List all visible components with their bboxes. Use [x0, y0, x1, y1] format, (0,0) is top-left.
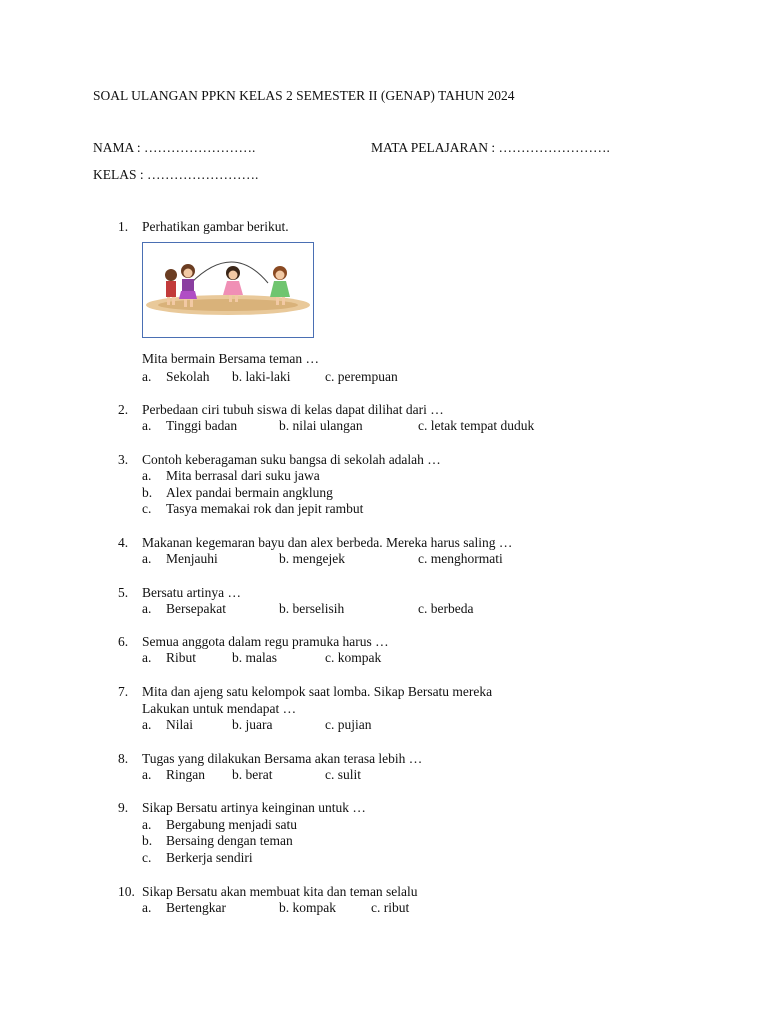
- question-number: 5.: [118, 585, 129, 600]
- option-letter: b.: [142, 485, 153, 500]
- question-number: 10.: [118, 884, 135, 899]
- question-text: Sikap Bersatu akan membuat kita dan teman selalu: [142, 884, 418, 899]
- option-letter: a.: [142, 900, 152, 915]
- option-letter: a.: [142, 551, 152, 566]
- question-text: Sikap Bersatu artinya keinginan untuk …: [142, 800, 366, 815]
- children-jumping-rope-illustration: [142, 242, 314, 338]
- question-number: 2.: [118, 402, 129, 417]
- option-text: c. letak tempat duduk: [418, 418, 535, 433]
- option-letter: a.: [142, 767, 152, 782]
- question-text: Bersatu artinya …: [142, 585, 241, 600]
- question-text: Mita bermain Bersama teman …: [142, 351, 319, 366]
- question-text: Perhatikan gambar berikut.: [142, 219, 289, 234]
- option-text: b. kompak: [279, 900, 336, 915]
- option-letter: a.: [142, 601, 152, 616]
- option-text: b. juara: [232, 717, 273, 732]
- page-title: SOAL ULANGAN PPKN KELAS 2 SEMESTER II (GENAP) TAHUN 2024: [93, 88, 515, 103]
- option-text: b. berat: [232, 767, 273, 782]
- question-number: 8.: [118, 751, 129, 766]
- question-number: 7.: [118, 684, 129, 699]
- subject-field: MATA PELAJARAN : …………………….: [371, 140, 610, 155]
- option-text: Tinggi badan: [166, 418, 238, 433]
- question-number: 9.: [118, 800, 129, 815]
- question-number: 6.: [118, 634, 129, 649]
- option-text: Ringan: [166, 767, 205, 782]
- option-text: Bergabung menjadi satu: [166, 817, 297, 832]
- option-letter: a.: [142, 817, 152, 832]
- option-text: Menjauhi: [166, 551, 218, 566]
- option-text: b. nilai ulangan: [279, 418, 363, 433]
- option-letter: c.: [142, 850, 152, 865]
- option-text: c. perempuan: [325, 369, 398, 384]
- option-text: c. berbeda: [418, 601, 474, 616]
- question-text: Lakukan untuk mendapat …: [142, 701, 297, 716]
- option-text: b. malas: [232, 650, 277, 665]
- option-text: Nilai: [166, 717, 193, 732]
- question-number: 3.: [118, 452, 129, 467]
- question-text: Semua anggota dalam regu pramuka harus …: [142, 634, 389, 649]
- option-text: b. berselisih: [279, 601, 345, 616]
- question-text: Mita dan ajeng satu kelompok saat lomba. Sikap Bersatu mereka: [142, 684, 493, 699]
- class-field: KELAS : …………………….: [93, 167, 259, 182]
- option-text: Ribut: [166, 650, 197, 665]
- question-number: 1.: [118, 219, 129, 234]
- question-text: Makanan kegemaran bayu dan alex berbeda. Mereka harus saling …: [142, 535, 513, 550]
- name-field: NAMA : …………………….: [93, 140, 256, 155]
- option-text: Sekolah: [166, 369, 210, 384]
- option-text: Tasya memakai rok dan jepit rambut: [166, 501, 364, 516]
- option-letter: b.: [142, 833, 153, 848]
- question-text: Tugas yang dilakukan Bersama akan terasa lebih …: [142, 751, 423, 766]
- option-text: b. laki-laki: [232, 369, 291, 384]
- option-letter: a.: [142, 369, 152, 384]
- question-text: Perbedaan ciri tubuh siswa di kelas dapat dilihat dari …: [142, 402, 444, 417]
- option-text: c. menghormati: [418, 551, 503, 566]
- option-text: Bertengkar: [166, 900, 226, 915]
- option-letter: a.: [142, 717, 152, 732]
- option-letter: c.: [142, 501, 152, 516]
- option-text: c. kompak: [325, 650, 382, 665]
- option-letter: a.: [142, 650, 152, 665]
- option-text: c. sulit: [325, 767, 361, 782]
- option-text: c. pujian: [325, 717, 372, 732]
- question-text: Contoh keberagaman suku bangsa di sekolah adalah …: [142, 452, 441, 467]
- option-letter: a.: [142, 468, 152, 483]
- option-letter: a.: [142, 418, 152, 433]
- option-text: Bersepakat: [166, 601, 226, 616]
- option-text: b. mengejek: [279, 551, 345, 566]
- option-text: Bersaing dengan teman: [166, 833, 293, 848]
- option-text: Alex pandai bermain angklung: [166, 485, 333, 500]
- question-number: 4.: [118, 535, 129, 550]
- option-text: Mita berrasal dari suku jawa: [166, 468, 320, 483]
- option-text: Berkerja sendiri: [166, 850, 253, 865]
- option-text: c. ribut: [371, 900, 410, 915]
- children-illustration-icon: [143, 243, 313, 337]
